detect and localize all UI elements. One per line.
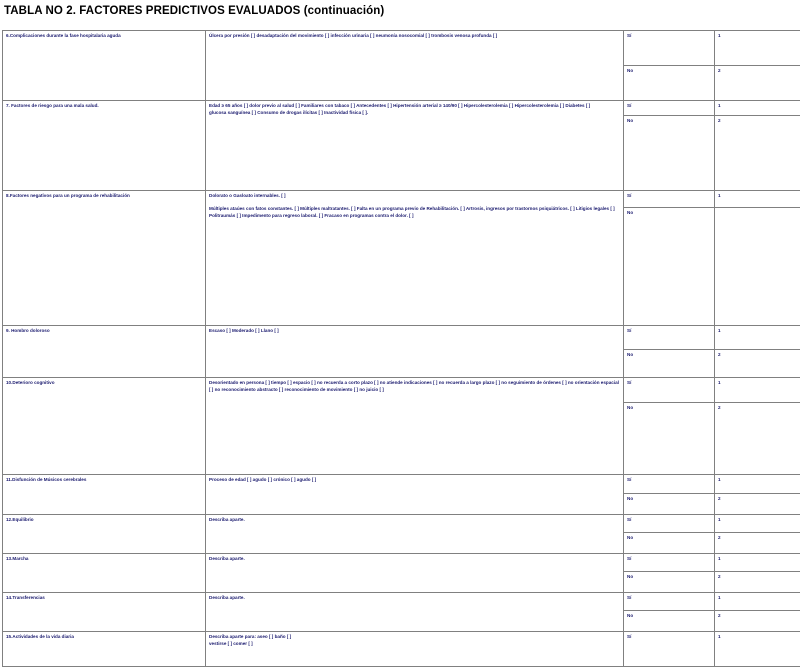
answer-yes-cell[interactable] — [624, 475, 715, 494]
row-label-cell — [3, 31, 206, 101]
row-label: 12.Equilibrio — [6, 517, 34, 522]
row-label-cell — [3, 326, 206, 378]
answer-no-mark: 2 — [718, 574, 721, 579]
row-content-cell[interactable] — [206, 593, 624, 632]
row-content-cell[interactable] — [206, 515, 624, 554]
answer-yes-label: Sí — [627, 328, 631, 333]
answer-yes-mark-cell[interactable] — [715, 31, 800, 66]
answer-no-label: No — [627, 613, 633, 618]
row-content-line: Úlcera por presión [ ] desadaptación del movimiento [ ] infección urinaria [ ] neumonía nosocomial [ ] trombosis venosa profunda [ ] — [209, 33, 620, 40]
answer-no-cell[interactable] — [624, 494, 715, 515]
table-row — [3, 326, 800, 350]
answer-yes-mark: 1 — [718, 556, 721, 561]
table-row — [3, 554, 800, 572]
row-content-line: Escaso [ ] Moderado [ ] Llano [ ] — [209, 328, 620, 335]
row-content-cell[interactable] — [206, 378, 624, 475]
row-content-line: Describa aparte. — [209, 556, 620, 563]
answer-no-cell[interactable] — [624, 611, 715, 632]
predictive-factors-table — [2, 30, 800, 667]
answer-yes-mark-cell[interactable] — [715, 191, 800, 208]
row-label-cell — [3, 378, 206, 475]
answer-yes-cell[interactable] — [624, 378, 715, 403]
answer-no-cell[interactable] — [624, 116, 715, 191]
row-content-line: Edad ≥ 65 años [ ] dolor previo al salud [ ] Familiares con tabaco [ ] Antecedentes [ ] Hipertensión arterial ≥ 140/90 [ ] Hipercolesterolemia [ ] Hipercolesterolemia [ ] Diabetes [ ] — [209, 103, 620, 110]
row-label: 10.Deterioro cognitivo — [6, 380, 55, 385]
row-content-cell[interactable] — [206, 191, 624, 326]
answer-yes-label: Sí — [627, 193, 631, 198]
answer-yes-cell[interactable] — [624, 554, 715, 572]
answer-yes-label: Sí — [627, 556, 631, 561]
answer-no-mark: 2 — [718, 405, 721, 410]
answer-yes-mark: 1 — [718, 634, 721, 639]
answer-yes-cell[interactable] — [624, 593, 715, 611]
answer-no-mark-cell[interactable] — [715, 611, 800, 632]
answer-yes-mark: 1 — [718, 517, 721, 522]
answer-yes-cell[interactable] — [624, 31, 715, 66]
row-content-cell[interactable] — [206, 554, 624, 593]
row-content-line: glucosa sanguínea [ ] Consumo de drogas ilícitas [ ] Inactividad física [ ]. — [209, 110, 620, 117]
row-label-cell — [3, 475, 206, 515]
answer-no-cell[interactable] — [624, 350, 715, 378]
table-row — [3, 101, 800, 116]
row-content-line — [209, 200, 620, 207]
row-label: 13.Marcha — [6, 556, 28, 561]
answer-yes-mark-cell[interactable] — [715, 593, 800, 611]
answer-no-label: No — [627, 68, 633, 73]
answer-yes-mark-cell[interactable] — [715, 101, 800, 116]
row-content-line: Proceso de edad [ ] agudo [ ] crónico [ ] agudo [ ] — [209, 477, 620, 484]
answer-yes-mark-cell[interactable] — [715, 632, 800, 667]
answer-no-label: No — [627, 210, 633, 215]
answer-no-label: No — [627, 352, 633, 357]
answer-no-cell[interactable] — [624, 572, 715, 593]
row-content-cell[interactable] — [206, 475, 624, 515]
row-label: 15.Actividades de la vida diaria — [6, 634, 74, 639]
answer-no-mark-cell[interactable] — [715, 403, 800, 475]
answer-yes-mark-cell[interactable] — [715, 378, 800, 403]
answer-no-label: No — [627, 574, 633, 579]
answer-yes-label: Sí — [627, 634, 631, 639]
answer-yes-mark-cell[interactable] — [715, 515, 800, 533]
page-title-main: TABLA NO 2. FACTORES PREDICTIVOS EVALUADOS — [4, 5, 300, 17]
row-label-cell — [3, 101, 206, 191]
answer-yes-mark: 1 — [718, 103, 721, 108]
answer-no-label: No — [627, 496, 633, 501]
page-title — [4, 5, 384, 17]
answer-no-mark-cell[interactable] — [715, 572, 800, 593]
row-label: 9. Hombro doloroso — [6, 328, 50, 333]
table-row — [3, 31, 800, 66]
answer-yes-mark: 1 — [718, 193, 721, 198]
answer-yes-mark-cell[interactable] — [715, 326, 800, 350]
answer-yes-mark: 1 — [718, 328, 721, 333]
row-content-cell[interactable] — [206, 31, 624, 101]
row-content-line: Describa aparte. — [209, 595, 620, 602]
answer-no-mark-cell[interactable] — [715, 66, 800, 101]
table-row — [3, 475, 800, 494]
answer-yes-label: Sí — [627, 477, 631, 482]
table-row — [3, 515, 800, 533]
row-label: 6.Complicaciones durante la fase hospitalaria aguda — [6, 33, 121, 38]
answer-yes-cell[interactable] — [624, 632, 715, 667]
answer-no-label: No — [627, 405, 633, 410]
answer-yes-mark: 1 — [718, 33, 721, 38]
table-row — [3, 378, 800, 403]
row-label: 11.Disfunción de Músicos cerebrales — [6, 477, 86, 482]
row-label: 14.Transferencias — [6, 595, 45, 600]
row-content-cell[interactable] — [206, 326, 624, 378]
row-label-cell — [3, 632, 206, 667]
answer-no-mark: 2 — [718, 118, 721, 123]
answer-no-mark: 2 — [718, 613, 721, 618]
row-content-cell[interactable] — [206, 632, 624, 667]
row-content-line: Describa aparte para: aseo [ ] baño [ ] — [209, 634, 620, 641]
answer-no-mark-cell[interactable] — [715, 350, 800, 378]
answer-no-cell[interactable] — [624, 403, 715, 475]
answer-no-cell[interactable] — [624, 533, 715, 554]
answer-yes-cell[interactable] — [624, 191, 715, 208]
answer-no-mark-cell[interactable] — [715, 208, 800, 326]
answer-yes-mark: 1 — [718, 595, 721, 600]
row-label: 7. Factores de riesgo para una mala salud. — [6, 103, 99, 108]
answer-yes-label: Sí — [627, 103, 631, 108]
answer-yes-mark: 1 — [718, 477, 721, 482]
row-content-line: Dolorato o Gasloato internables. [ ] — [209, 193, 620, 200]
answer-yes-label: Sí — [627, 33, 631, 38]
answer-no-mark-cell[interactable] — [715, 494, 800, 515]
answer-no-cell[interactable] — [624, 66, 715, 101]
answer-yes-label: Sí — [627, 517, 631, 522]
page-title-continuation: (continuación) — [304, 5, 385, 17]
table-row — [3, 593, 800, 611]
answer-yes-label: Sí — [627, 380, 631, 385]
answer-yes-label: Sí — [627, 595, 631, 600]
row-content-line: Describa aparte. — [209, 517, 620, 524]
row-content-line: Desorientado en persona [ ] tiempo [ ] espacio [ ] no recuerda a corto plazo [ ] no atiende indicaciones [ ] no recuerda a largo plazo [ ] no seguimiento de órdenes [ ] no orientación espacial [ ] no reconocimiento abstracto [ ] reconocimiento de movimiento [ ] no juicio [ ] — [209, 380, 620, 393]
answer-no-mark-cell[interactable] — [715, 533, 800, 554]
row-label-cell — [3, 191, 206, 326]
answer-yes-mark-cell[interactable] — [715, 475, 800, 494]
answer-no-mark: 2 — [718, 535, 721, 540]
answer-yes-cell[interactable] — [624, 515, 715, 533]
table-row — [3, 191, 800, 208]
answer-yes-mark: 1 — [718, 380, 721, 385]
answer-yes-mark-cell[interactable] — [715, 554, 800, 572]
row-label-cell — [3, 554, 206, 593]
row-label-cell — [3, 593, 206, 632]
table-row — [3, 632, 800, 667]
answer-no-label: No — [627, 118, 633, 123]
answer-no-mark-cell[interactable] — [715, 116, 800, 191]
row-label-cell — [3, 515, 206, 554]
row-label: 8.Factores negativos para un programa de rehabilitación — [6, 193, 130, 198]
answer-no-mark: 2 — [718, 496, 721, 501]
row-content-cell[interactable] — [206, 101, 624, 191]
answer-no-mark: 2 — [718, 352, 721, 357]
answer-yes-cell[interactable] — [624, 101, 715, 116]
answer-no-mark: 2 — [718, 68, 721, 73]
row-content-line: Múltiples ataúes con fatos constantes. [ ] Múltiples maltratantes. [ ] Falta en un programa previo de Rehabilitación. [ ] Artrosis, ingresos por trastornos psiquiátricos. [ ] Litigios legales [ ] Politraumás [ ] Impedimento para regreso laboral. [ ] Fracaso en programas contra el dolor. [ ] — [209, 206, 620, 219]
answer-yes-cell[interactable] — [624, 326, 715, 350]
answer-no-cell[interactable] — [624, 208, 715, 326]
answer-no-label: No — [627, 535, 633, 540]
row-content-line: vestirse [ ] comer [ ] — [209, 641, 620, 648]
